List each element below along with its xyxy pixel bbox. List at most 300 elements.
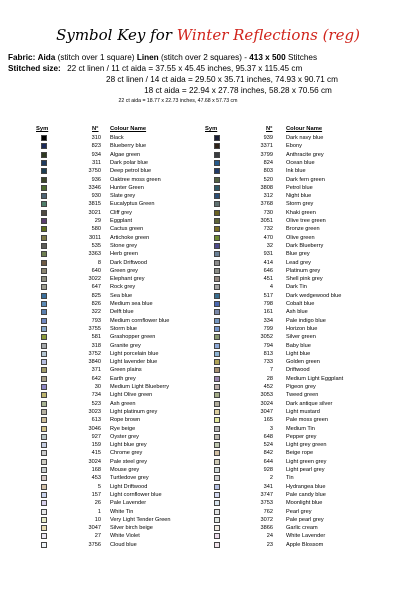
- color-swatch: [41, 135, 47, 141]
- thread-number: 930: [91, 193, 101, 200]
- thread-number: 4: [269, 284, 273, 291]
- color-swatch: [41, 500, 47, 506]
- color-swatch: [41, 218, 47, 224]
- color-swatch: [214, 417, 220, 423]
- thread-number: 32: [266, 242, 273, 249]
- thread-number: 793: [91, 317, 101, 324]
- color-swatch: [214, 426, 220, 432]
- colour-name: Light blue grey: [110, 442, 147, 449]
- colour-name: Light porcelain blue: [110, 350, 159, 357]
- color-swatch: [41, 309, 47, 315]
- color-swatch: [41, 434, 47, 440]
- thread-number: 3024: [88, 458, 101, 465]
- color-swatch: [214, 500, 220, 506]
- colour-name: Ocean blue: [286, 159, 315, 166]
- thread-number: 23: [266, 541, 273, 548]
- colour-name: Deep petrol blue: [110, 168, 152, 175]
- color-swatch: [41, 168, 47, 174]
- thread-number: 647: [91, 284, 101, 291]
- thread-number: 3053: [260, 392, 273, 399]
- colour-name: Light mustard: [286, 408, 320, 415]
- page-title: [0, 26, 416, 44]
- color-swatch: [214, 309, 220, 315]
- color-swatch: [214, 235, 220, 241]
- thread-number: 732: [263, 226, 273, 233]
- color-swatch: [41, 160, 47, 166]
- color-swatch: [41, 201, 47, 207]
- colour-name: Very Light Tender Green: [110, 516, 171, 523]
- color-swatch: [41, 533, 47, 539]
- color-swatch: [41, 284, 47, 290]
- thread-number: 10: [94, 516, 101, 523]
- color-swatch: [41, 492, 47, 498]
- color-swatch: [41, 193, 47, 199]
- color-swatch: [214, 334, 220, 340]
- color-swatch: [41, 276, 47, 282]
- colour-name: Cobalt blue: [286, 301, 315, 307]
- colour-name: Light pearl grey: [286, 467, 325, 473]
- colour-name: Slate grey: [110, 193, 136, 200]
- thread-number: 3: [269, 425, 273, 432]
- color-swatch: [41, 210, 47, 216]
- colour-name: Light Olive green: [110, 392, 153, 399]
- thread-number: 3022: [88, 276, 101, 283]
- color-swatch: [41, 226, 47, 232]
- color-swatch: [41, 293, 47, 299]
- fabric-size: 413 x 500: [249, 53, 286, 62]
- thread-number: 928: [263, 467, 273, 473]
- colour-name: Light green grey: [286, 458, 327, 465]
- thread-number: 794: [263, 342, 273, 349]
- thread-number: 939: [263, 135, 273, 141]
- color-swatch: [41, 367, 47, 373]
- colour-name: Olive tree green: [286, 218, 326, 224]
- color-swatch: [214, 168, 220, 174]
- colour-name: Light blue: [286, 350, 311, 357]
- color-swatch: [41, 351, 47, 357]
- colour-name: Medium Tin: [286, 425, 315, 432]
- colour-name: Earth grey: [110, 375, 136, 382]
- thread-number: 26: [94, 500, 101, 507]
- colour-name: Platinum grey: [286, 267, 321, 274]
- colour-name: Apple Blossom: [286, 541, 324, 548]
- thread-number: 3755: [88, 325, 101, 332]
- colour-name: Dark navy blue: [286, 135, 324, 141]
- thread-number: 826: [91, 301, 101, 307]
- color-swatch: [214, 442, 220, 448]
- color-swatch: [214, 343, 220, 349]
- colour-name: Artichoke green: [110, 234, 150, 241]
- colour-name: Light platinum grey: [110, 408, 158, 415]
- thread-number: 3051: [260, 218, 273, 224]
- colour-name: Dark polar blue: [110, 159, 148, 166]
- color-swatch: [214, 359, 220, 365]
- thread-number: 762: [263, 508, 273, 515]
- thread-number: 3052: [260, 334, 273, 341]
- fabric-linen-note: (stitch over 2 squares) -: [160, 53, 247, 62]
- color-swatch: [41, 152, 47, 158]
- fabric-line: [8, 53, 317, 62]
- thread-number: 3046: [88, 425, 101, 432]
- colour-name: Medium sea blue: [110, 301, 153, 307]
- stitched-size-4: 22 ct aida = 18.77 x 22.73 inches, 47.68 x 57.73 cm: [118, 98, 238, 104]
- thread-number: 798: [263, 301, 273, 307]
- colour-name: Petrol blue: [286, 184, 313, 191]
- thread-number: 580: [91, 226, 101, 233]
- thread-number: 648: [263, 433, 273, 440]
- colour-name: Hydrangea blue: [286, 483, 326, 490]
- colour-name: Light lavender blue: [110, 359, 158, 366]
- thread-number: 581: [91, 334, 101, 341]
- thread-number: 414: [263, 259, 273, 266]
- colour-name: Medium Light Blueberry: [110, 384, 170, 390]
- thread-number: 730: [263, 209, 273, 216]
- pattern-name: Winter Reflections (reg): [176, 26, 360, 44]
- color-swatch: [214, 401, 220, 407]
- thread-number: 823: [91, 143, 101, 150]
- thread-number: 824: [263, 159, 273, 166]
- color-swatch: [214, 533, 220, 539]
- thread-number: 3346: [88, 184, 101, 191]
- thread-number: 8: [97, 259, 101, 266]
- thread-number: 733: [263, 359, 273, 366]
- color-swatch: [214, 376, 220, 382]
- thread-number: 341: [263, 483, 273, 490]
- colour-name: Lead grey: [286, 259, 311, 266]
- colour-name: Grashopper green: [110, 334, 156, 341]
- color-swatch: [214, 450, 220, 456]
- color-swatch: [214, 326, 220, 332]
- thread-number: 524: [263, 442, 273, 449]
- colour-name: Medium cornflower blue: [110, 317, 170, 324]
- thread-number: 3747: [260, 491, 273, 498]
- colour-name: Bronze green: [286, 226, 320, 233]
- thread-number: 520: [263, 176, 273, 183]
- thread-number: 371: [91, 367, 101, 374]
- colour-name: Driftwood: [286, 367, 310, 374]
- colour-name: Eucalyptus Green: [110, 201, 155, 208]
- stitched-size-label: Stitched size:: [8, 64, 61, 73]
- thread-number: 523: [91, 400, 101, 407]
- thread-number: 642: [91, 375, 101, 382]
- color-swatch: [41, 509, 47, 515]
- stitched-size-2: 28 ct linen / 14 ct aida = 29.50 x 35.71 inches, 74.93 x 90.71 cm: [106, 75, 338, 84]
- color-swatch: [41, 459, 47, 465]
- color-swatch: [214, 367, 220, 373]
- thread-number: 161: [263, 309, 273, 316]
- thread-number: 799: [263, 325, 273, 332]
- color-swatch: [41, 417, 47, 423]
- color-swatch: [41, 343, 47, 349]
- thread-number: 644: [263, 458, 273, 465]
- colour-name: Moonlight blue: [286, 500, 323, 507]
- colour-name: Beige rope: [286, 450, 314, 457]
- thread-number: 157: [91, 491, 101, 498]
- colour-name: White Violet: [110, 533, 140, 540]
- thread-number: 7: [269, 367, 273, 374]
- color-swatch: [214, 459, 220, 465]
- thread-number: 3023: [88, 408, 101, 415]
- colour-name: Dark Tin: [286, 284, 307, 291]
- thread-number: 646: [263, 267, 273, 274]
- header-colour-left: Colour Name: [110, 126, 147, 132]
- color-swatch: [41, 318, 47, 324]
- colour-name: Khaki green: [286, 209, 316, 216]
- color-swatch: [41, 517, 47, 523]
- colour-name: Light grey green: [286, 442, 327, 449]
- colour-name: Blue grey: [286, 251, 310, 258]
- color-swatch: [214, 351, 220, 357]
- thread-number: 165: [263, 417, 273, 424]
- thread-number: 311: [92, 159, 101, 166]
- thread-number: 1: [97, 508, 101, 515]
- color-swatch: [214, 276, 220, 282]
- thread-number: 3808: [260, 184, 273, 191]
- color-swatch: [214, 260, 220, 266]
- color-swatch: [41, 359, 47, 365]
- thread-number: 3815: [88, 201, 101, 208]
- color-swatch: [41, 525, 47, 531]
- colour-name: Night blue: [286, 193, 312, 200]
- colour-name: Oaktree moss green: [110, 176, 161, 183]
- colour-name: Black: [110, 135, 124, 141]
- color-swatch: [214, 409, 220, 415]
- thread-number: 3840: [88, 359, 101, 366]
- colour-name: Stone grey: [110, 242, 138, 249]
- colour-name: Ash green: [110, 400, 136, 407]
- thread-number: 931: [263, 251, 273, 258]
- color-swatch: [214, 243, 220, 249]
- title-prefix: Symbol Key for: [56, 26, 177, 44]
- colour-name: Shell pink grey: [286, 276, 323, 283]
- colour-name: Ink blue: [286, 168, 306, 175]
- color-swatch: [214, 201, 220, 207]
- thread-number: 535: [91, 242, 101, 249]
- thread-number: 312: [263, 193, 273, 200]
- thread-number: 3756: [88, 541, 101, 548]
- color-swatch: [41, 251, 47, 257]
- colour-name: Oyster grey: [110, 433, 139, 440]
- thread-number: 2: [269, 475, 273, 482]
- header-sym-left: Sym: [36, 126, 49, 132]
- color-swatch: [214, 226, 220, 232]
- stitched-size-line: [8, 64, 302, 73]
- thread-number: 3072: [260, 516, 273, 523]
- color-swatch: [214, 185, 220, 191]
- thread-number: 936: [91, 176, 101, 183]
- thread-number: 27: [94, 533, 101, 540]
- colour-name: Pale steel grey: [110, 458, 148, 465]
- thread-number: 3024: [260, 400, 273, 407]
- colour-name: Pale moss green: [286, 417, 328, 424]
- color-swatch: [41, 376, 47, 382]
- color-swatch: [214, 384, 220, 390]
- color-swatch: [214, 509, 220, 515]
- color-swatch: [214, 210, 220, 216]
- colour-name: Dark Blueberry: [286, 242, 324, 249]
- color-swatch: [214, 475, 220, 481]
- color-swatch: [214, 293, 220, 299]
- colour-name: Cloud blue: [110, 541, 137, 548]
- colour-name: Cactus green: [110, 226, 144, 233]
- colour-name: Chrome grey: [110, 450, 143, 457]
- colour-name: Elephant grey: [110, 276, 145, 283]
- colour-name: Pigeon grey: [286, 384, 316, 390]
- colour-name: Sea blue: [110, 292, 133, 299]
- colour-name: Mouse grey: [110, 467, 140, 473]
- colour-name: Pearl grey: [286, 508, 312, 515]
- colour-name: Silver birch beige: [110, 525, 153, 532]
- thread-number: 803: [263, 168, 273, 175]
- colour-name: Pepper grey: [286, 433, 317, 440]
- thread-number: 613: [91, 417, 101, 424]
- thread-number: 842: [263, 450, 273, 457]
- color-swatch: [214, 525, 220, 531]
- color-swatch: [214, 135, 220, 141]
- colour-name: Silver green: [286, 334, 316, 341]
- colour-name: Garlic cream: [286, 525, 318, 532]
- thread-number: 5: [97, 483, 101, 490]
- colour-name: White Lavender: [286, 533, 326, 540]
- thread-number: 30: [94, 384, 101, 390]
- color-swatch: [41, 334, 47, 340]
- fabric-label: Fabric:: [8, 53, 36, 62]
- header-sym-right: Sym: [205, 126, 218, 132]
- thread-number: 168: [91, 467, 101, 473]
- colour-name: White Tin: [110, 508, 134, 515]
- color-swatch: [214, 143, 220, 149]
- thread-number: 3371: [260, 143, 273, 150]
- thread-number: 24: [266, 533, 273, 540]
- color-swatch: [41, 243, 47, 249]
- thread-number: 3752: [88, 350, 101, 357]
- colour-name: Light Driftwood: [110, 483, 148, 490]
- color-swatch: [214, 284, 220, 290]
- fabric-aida-note: (stitch over 1 square): [57, 53, 135, 62]
- color-swatch: [41, 450, 47, 456]
- color-swatch: [41, 475, 47, 481]
- color-swatch: [41, 484, 47, 490]
- color-swatch: [41, 235, 47, 241]
- thread-number: 640: [91, 267, 101, 274]
- colour-name: Rye beige: [110, 425, 136, 432]
- fabric-aida: Aida: [37, 53, 56, 62]
- colour-name: Pale pearl grey: [286, 516, 324, 523]
- color-swatch: [214, 517, 220, 523]
- colour-name: Cliff grey: [110, 209, 132, 216]
- color-swatch: [214, 177, 220, 183]
- color-swatch: [214, 467, 220, 473]
- colour-name: Green grey: [110, 267, 138, 274]
- colour-name: Ebony: [286, 143, 302, 150]
- thread-number: 517: [263, 292, 273, 299]
- thread-number: 415: [91, 450, 101, 457]
- colour-name: Blueberry blue: [110, 143, 147, 150]
- color-swatch: [214, 193, 220, 199]
- color-swatch: [41, 384, 47, 390]
- colour-name: Olive green: [286, 234, 315, 241]
- color-swatch: [41, 542, 47, 548]
- colour-name: Rope brown: [110, 417, 141, 424]
- colour-name: Medium Light Eggplant: [286, 375, 344, 382]
- colour-name: Algae green: [110, 151, 141, 158]
- colour-name: Pale indigo blue: [286, 317, 326, 324]
- color-swatch: [41, 260, 47, 266]
- thread-number: 322: [91, 309, 101, 316]
- thread-number: 3047: [88, 525, 101, 532]
- colour-name: Herb green: [110, 251, 138, 258]
- color-swatch: [41, 442, 47, 448]
- thread-number: 452: [263, 384, 273, 390]
- color-swatch: [41, 177, 47, 183]
- color-swatch: [41, 467, 47, 473]
- color-swatch: [41, 409, 47, 415]
- color-swatch: [41, 392, 47, 398]
- thread-number: 3363: [88, 251, 101, 258]
- colour-name: Dark Driftwood: [110, 259, 147, 266]
- thread-number: 3799: [260, 151, 273, 158]
- color-swatch: [41, 426, 47, 432]
- color-swatch: [41, 268, 47, 274]
- colour-name: Delft blue: [110, 309, 134, 316]
- thread-number: 3047: [260, 408, 273, 415]
- colour-name: Hunter Green: [110, 184, 144, 191]
- thread-number: 318: [91, 342, 101, 349]
- color-swatch: [41, 143, 47, 149]
- thread-number: 825: [91, 292, 101, 299]
- color-swatch: [41, 326, 47, 332]
- thread-number: 453: [91, 475, 101, 482]
- colour-name: Baby blue: [286, 342, 311, 349]
- colour-name: Horizon blue: [286, 325, 318, 332]
- colour-name: Pale Lavender: [110, 500, 147, 507]
- color-swatch: [214, 301, 220, 307]
- colour-name: Granite grey: [110, 342, 141, 349]
- thread-number: 159: [91, 442, 101, 449]
- colour-name: Dark wedgewood blue: [286, 292, 342, 299]
- colour-name: Dark antique silver: [286, 400, 333, 407]
- header-no-right: N°: [266, 126, 273, 132]
- thread-number: 3021: [88, 209, 101, 216]
- colour-name: Light cornflower blue: [110, 491, 162, 498]
- stitched-size-3: 18 ct aida = 22.94 x 27.78 inches, 58.28 x 70.56 cm: [144, 86, 332, 95]
- color-swatch: [214, 251, 220, 257]
- color-swatch: [214, 160, 220, 166]
- color-swatch: [41, 301, 47, 307]
- thread-number: 934: [91, 151, 101, 158]
- colour-name: Tweed green: [286, 392, 319, 399]
- thread-number: 3768: [260, 201, 273, 208]
- thread-number: 3750: [88, 168, 101, 175]
- fabric-linen: Linen: [136, 53, 159, 62]
- colour-name: Dark fern green: [286, 176, 325, 183]
- thread-number: 734: [91, 392, 101, 399]
- thread-number: 927: [91, 433, 101, 440]
- colour-name: Anthracite grey: [286, 151, 324, 158]
- colour-name: Pale candy blue: [286, 491, 326, 498]
- stitched-size-1: 22 ct linen / 11 ct aida = 37.55 x 45.45 inches, 95.37 x 115.45 cm: [67, 64, 303, 73]
- fabric-size-unit: Stitches: [287, 53, 318, 62]
- thread-number: 3011: [88, 234, 101, 241]
- color-swatch: [214, 392, 220, 398]
- thread-number: 29: [94, 218, 101, 224]
- color-swatch: [214, 268, 220, 274]
- thread-number: 3866: [260, 525, 273, 532]
- colour-name: Storm blue: [110, 325, 138, 332]
- color-swatch: [214, 318, 220, 324]
- colour-name: Eggplant: [110, 218, 133, 224]
- colour-name: Ash blue: [286, 309, 308, 316]
